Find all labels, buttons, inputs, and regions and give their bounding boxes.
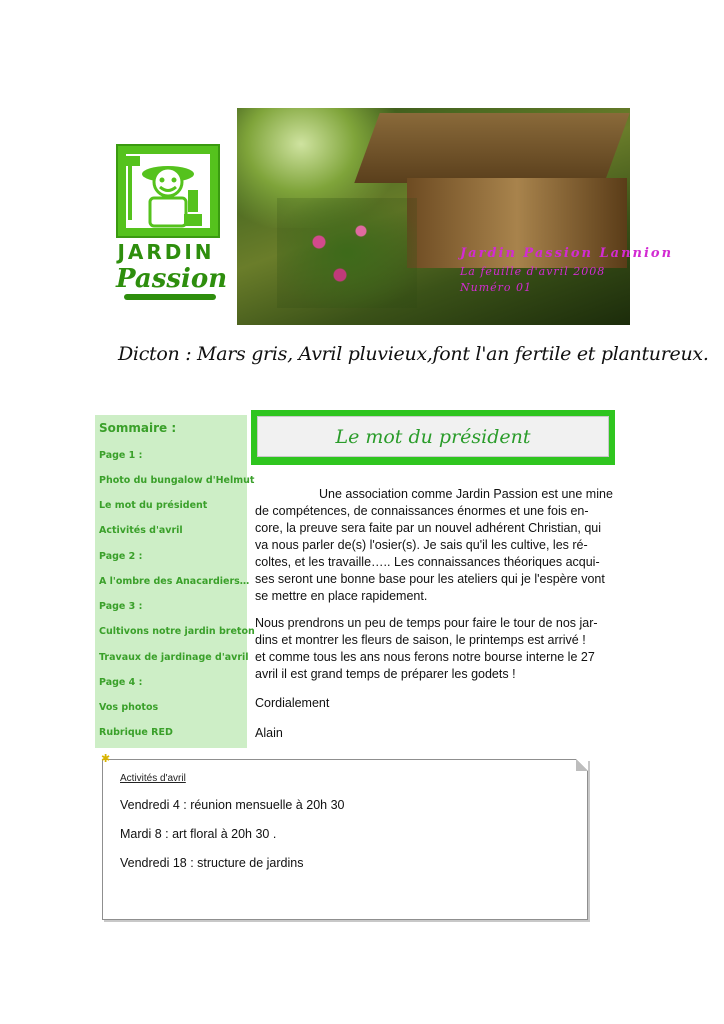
logo-word-jardin: JARDIN [117, 240, 215, 264]
photo-caption-number: Numéro 01 [460, 281, 533, 294]
text-line: avril il est grand temps de préparer les godets ! [255, 667, 516, 681]
text-line: de compétences, de connaissances énormes et une fois en- [255, 504, 589, 518]
photo-caption-title: Jardin Passion Lannion [460, 246, 674, 261]
page-fold-icon [576, 759, 588, 771]
sommaire-item: Activités d'avril [99, 525, 183, 536]
bungalow-photo [237, 108, 674, 325]
sommaire-item: Photo du bungalow d'Helmut [99, 475, 255, 486]
sommaire-item: Vos photos [99, 702, 159, 713]
sommaire-item: Rubrique RED [99, 727, 173, 738]
activite-item: Vendredi 4 : réunion mensuelle à 20h 30 [120, 798, 345, 812]
sommaire-item: Travaux de jardinage d'avril [99, 652, 249, 663]
gardener-icon [126, 154, 210, 228]
sommaire-title: Sommaire : [99, 421, 177, 435]
text-line: core, la preuve sera faite par un nouvel adhérent Christian, qui [255, 521, 602, 535]
sommaire-item: Le mot du président [99, 500, 208, 511]
text-line: ses seront une bonne base pour les ateliers qui je l'espère vont [255, 572, 605, 586]
text-line: se mettre en place rapidement. [255, 589, 428, 603]
sommaire-sidebar [95, 415, 255, 748]
photo-caption-issue: La feuille d'avril 2008 [460, 265, 606, 278]
sommaire-item: Page 1 : [99, 450, 143, 461]
sommaire-item: A l'ombre des Anacardiers… [99, 576, 250, 587]
activite-item: Vendredi 18 : structure de jardins [120, 856, 304, 870]
president-signature: Alain [255, 726, 283, 740]
president-title: Le mot du président [257, 416, 609, 457]
dicton-quote: Dicton : Mars gris, Avril pluvieux,font l'an fertile et plantureux. [118, 343, 709, 365]
text-line: Nous prendrons un peu de temps pour faire le tour de nos jar- [255, 616, 598, 630]
text-line: coltes, et les travaille….. Les connaissances théoriques acqui- [255, 555, 600, 569]
text-line: va nous parler de(s) l'osier(s). Je sais qu'il les cultive, les ré- [255, 538, 588, 552]
activites-title: Activités d'avril [120, 773, 186, 784]
activite-item: Mardi 8 : art floral à 20h 30 . [120, 827, 277, 841]
jardin-passion-logo [116, 144, 228, 304]
sommaire-item: Cultivons notre jardin breton [99, 626, 255, 637]
president-closing: Cordialement [255, 696, 330, 710]
text-line: et comme tous les ans nous ferons notre bourse interne le 27 [255, 650, 595, 664]
sommaire-item: Page 3 : [99, 601, 143, 612]
text-line: dins et montrer les fleurs de saison, le printemps est arrivé ! [255, 633, 586, 647]
pin-icon: ✱ [101, 752, 111, 765]
sommaire-item: Page 4 : [99, 677, 143, 688]
president-paragraph-1 [255, 486, 615, 605]
logo-word-passion: Passion [116, 264, 228, 294]
president-title-frame [251, 410, 615, 465]
logo-swoosh [124, 294, 216, 300]
logo-emblem [116, 144, 220, 238]
sommaire-item: Page 2 : [99, 551, 143, 562]
activites-card [101, 752, 588, 920]
president-paragraph-2 [255, 615, 615, 683]
text-line: Une association comme Jardin Passion est une mine [319, 487, 613, 501]
